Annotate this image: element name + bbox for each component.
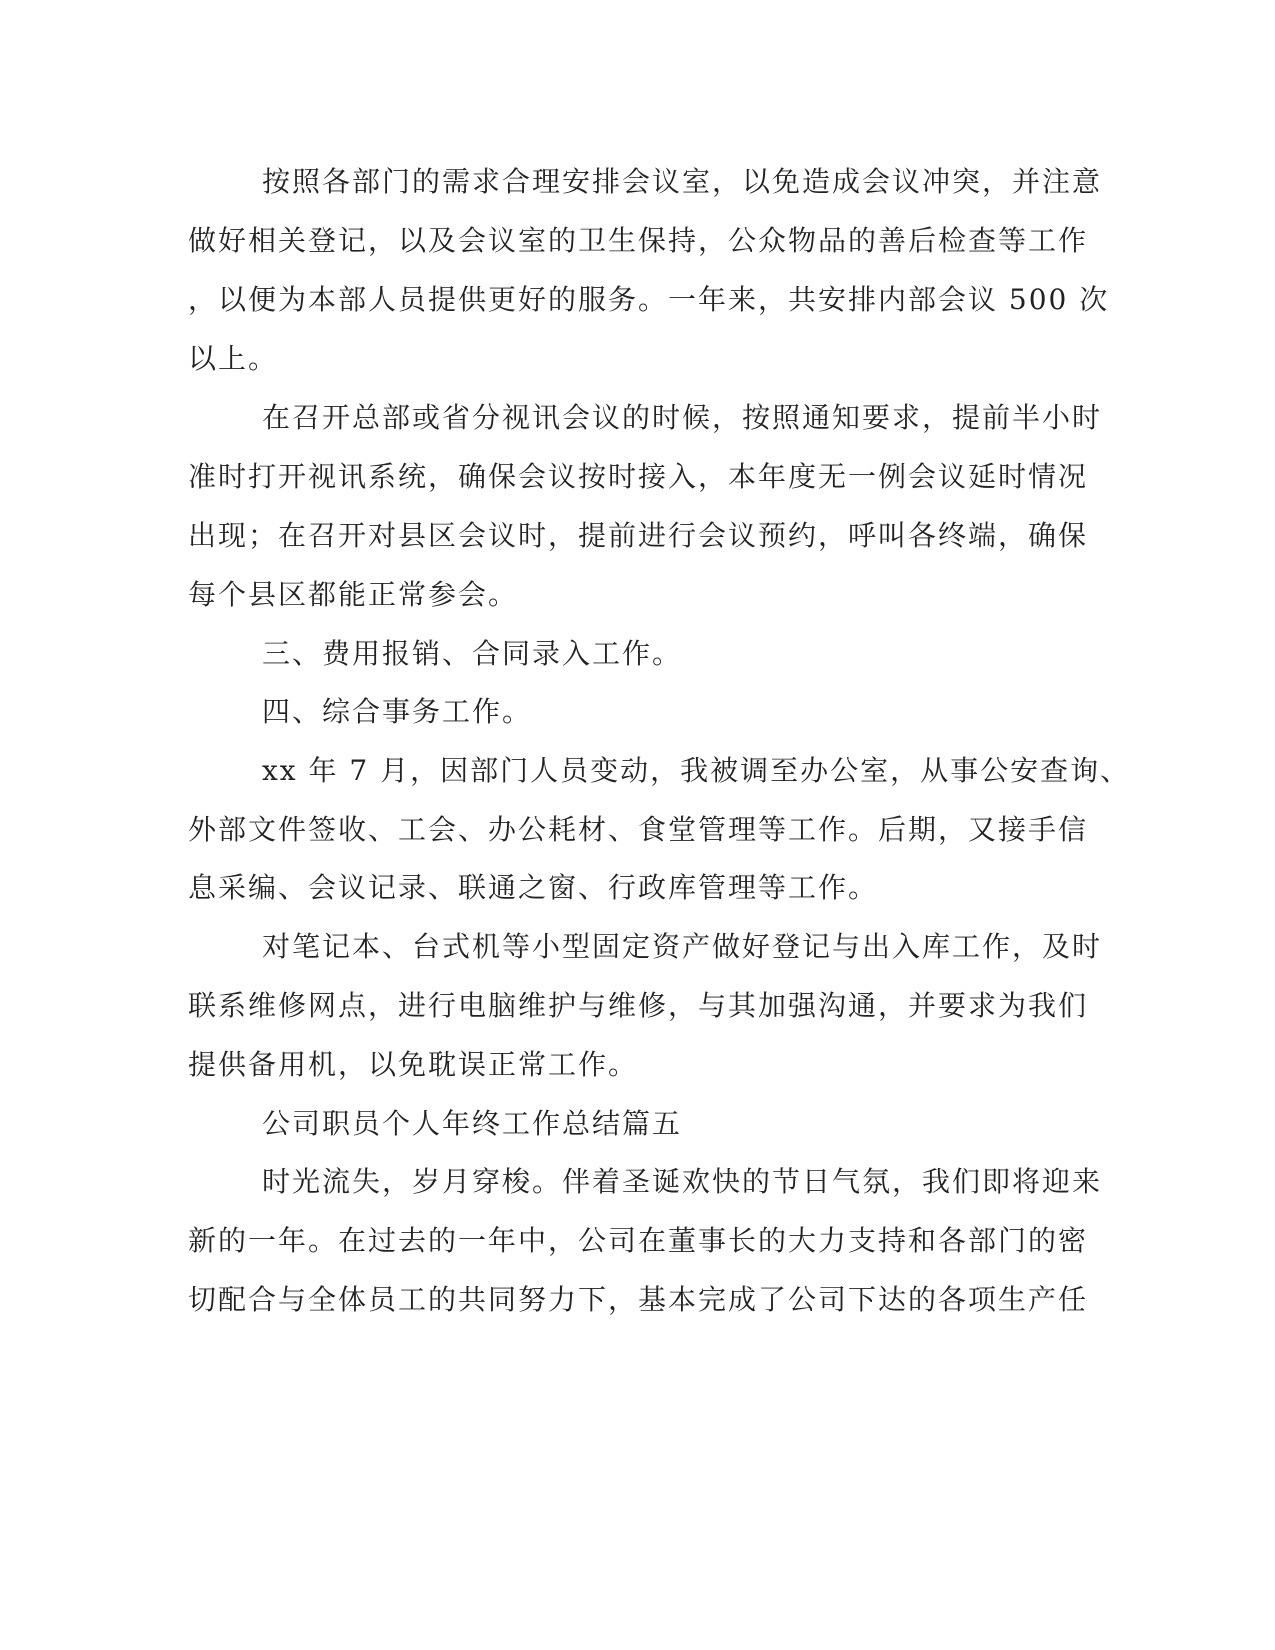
- body-text-line: 做好相关登记，以及会议室的卫生保持，公众物品的善后检查等工作: [188, 224, 1089, 257]
- body-text-line: 新的一年。在过去的一年中，公司在董事长的大力支持和各部门的密: [188, 1224, 1089, 1257]
- body-text-line: ，以便为本部人员提供更好的服务。一年来，共安排内部会议 500 次: [188, 283, 1110, 316]
- body-text-line: 按照各部门的需求合理安排会议室，以免造成会议冲突，并注意: [262, 165, 1103, 198]
- body-text-line: 外部文件签收、工会、办公耗材、食堂管理等工作。后期，又接手信: [188, 813, 1089, 846]
- section-heading: 四、综合事务工作。: [262, 695, 533, 728]
- body-text-line: 准时打开视讯系统，确保会议按时接入，本年度无一例会议延时情况: [188, 460, 1089, 493]
- body-text-line: 时光流失，岁月穿梭。伴着圣诞欢快的节日气氛，我们即将迎来: [262, 1165, 1103, 1198]
- body-text-line: 在召开总部或省分视讯会议的时候，按照通知要求，提前半小时: [262, 401, 1103, 434]
- section-heading: 三、费用报销、合同录入工作。: [262, 637, 683, 670]
- body-text-line: 切配合与全体员工的共同努力下，基本完成了公司下达的各项生产任: [188, 1283, 1089, 1316]
- body-text-line: xx 年 7 月，因部门人员变动，我被调至办公室，从事公安查询、: [262, 754, 1131, 787]
- body-text-line: 提供备用机，以免耽误正常工作。: [188, 1048, 639, 1081]
- body-text-line: 息采编、会议记录、联通之窗、行政库管理等工作。: [188, 871, 879, 904]
- body-text-line: 联系维修网点，进行电脑维护与维修，与其加强沟通，并要求为我们: [188, 989, 1089, 1022]
- body-text-line: 出现；在召开对县区会议时，提前进行会议预约，呼叫各终端，确保: [188, 519, 1089, 552]
- article-title: 公司职员个人年终工作总结篇五: [262, 1107, 683, 1140]
- body-text-line: 对笔记本、台式机等小型固定资产做好登记与出入库工作，及时: [262, 930, 1103, 963]
- body-text-line: 每个县区都能正常参会。: [188, 578, 519, 611]
- body-text-line: 以上。: [188, 342, 279, 375]
